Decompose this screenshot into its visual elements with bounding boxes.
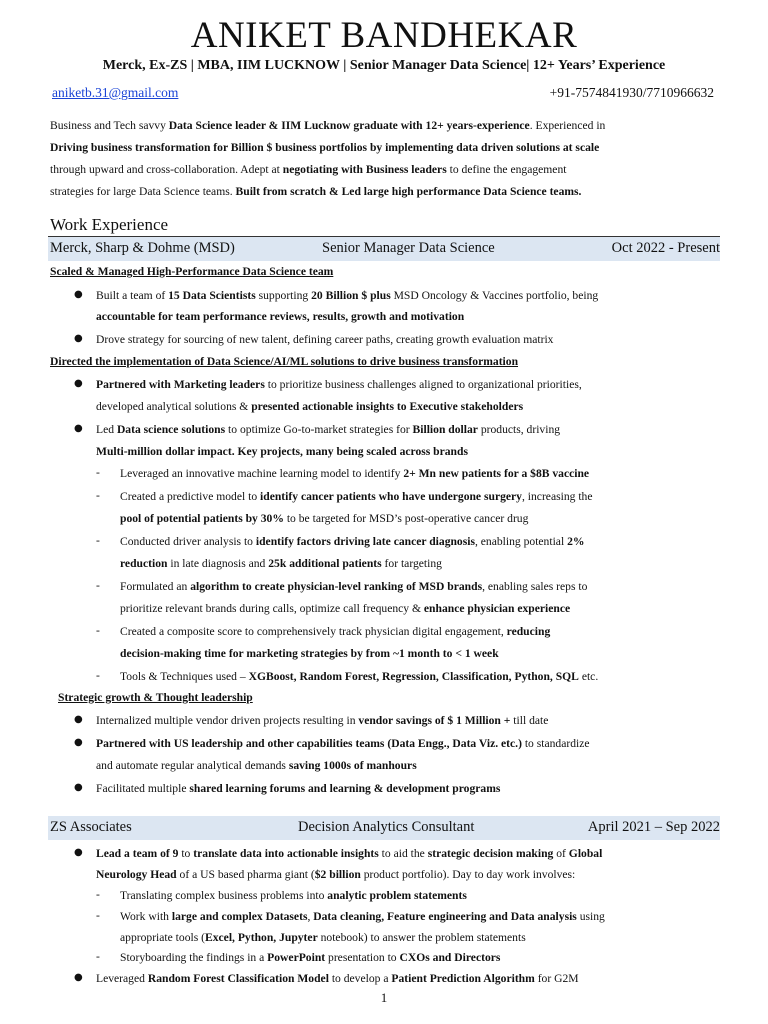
bold-text: vendor savings of $ 1 Million + [358,714,511,727]
job-dates: Oct 2022 - Present [611,240,720,256]
dash-icon: - [96,534,100,547]
bullet-icon: ● [74,714,83,725]
sub-bullet-line [120,624,550,640]
sub-bullet-line [120,646,499,662]
summary-text: . Experienced in [529,119,606,132]
bullet-icon: ● [74,423,83,434]
dash-icon: - [96,489,100,502]
text-run: of [553,847,569,860]
text-run: , enabling potential [474,535,568,548]
bullet-icon: ● [74,782,83,793]
text-run: Translating complex business problems into [120,889,328,902]
bullet-line [96,846,602,862]
bullet-line [96,377,582,393]
subheading: Scaled & Managed High-Performance Data Science team [50,265,334,278]
text-run: to develop a [328,972,392,985]
bold-text: accountable for team performance reviews, results, growth and motivation [96,310,465,323]
summary-bold: Driving business transformation for Billion $ business portfolios by implementing data driven solutions at scale [50,141,600,154]
sub-bullet-line [120,669,598,685]
bold-text: analytic problem statements [327,889,467,902]
job-header-zs [48,816,720,840]
text-run: Leveraged [96,972,148,985]
text-run: for G2M [534,972,579,985]
text-run: supporting [255,289,312,302]
text-run: Created a predictive model to [120,490,261,503]
bullet-line [96,781,500,797]
bold-text: Data cleaning, Feature engineering and Data analysis [313,910,577,923]
sub-bullet-line [120,511,528,527]
bold-text: algorithm to create physician-level ranking of MSD brands [190,580,483,593]
bold-text: Excel, Python, Jupyter [205,931,318,944]
text-run: prioritize relevant brands during calls, optimize call frequency & [120,602,424,615]
bullet-icon: ● [74,333,83,344]
bold-text: saving 1000s of manhours [288,759,417,772]
summary-text: through upward and cross-collaboration. Adept at [50,163,283,176]
summary-text: Business and Tech savvy [50,119,169,132]
company-name: Merck, Sharp & Dohme (MSD) [50,240,235,256]
bullet-line [96,288,598,304]
text-run: Formulated an [120,580,191,593]
bold-text: 15 Data Scientists [168,289,256,302]
text-run: to be targeted for MSD’s post-operative cancer drug [283,512,529,525]
text-run: till date [510,714,549,727]
email-link[interactable]: aniketb.31@gmail.com [52,85,179,100]
text-run: , enabling sales reps to [482,580,588,593]
bullet-line [96,736,590,752]
bold-text: identify cancer patients who have undergone surgery [260,490,522,503]
sub-bullet-line [120,534,584,550]
bold-text: Neurology Head [96,868,177,881]
phone-number: +91-7574841930/7710966632 [549,85,714,100]
bullet-icon: ● [74,289,83,300]
company-name: ZS Associates [50,819,132,835]
text-run: , [307,910,314,923]
text-run: products, driving [477,423,561,436]
subheading: Strategic growth & Thought leadership [58,691,253,704]
bullet-line [96,713,548,729]
text-run: , increasing the [521,490,593,503]
bullet-line [96,399,523,415]
sub-bullet-line [120,950,500,966]
dash-icon: - [96,624,100,637]
bold-text: Global [568,847,603,860]
text-run: to prioritize business challenges aligned to organizational priorities, [264,378,582,391]
sub-bullet-line [120,601,570,617]
dash-icon: - [96,669,100,682]
bullet-line [96,309,464,325]
dash-icon: - [96,909,100,922]
text-run: for targeting [381,557,442,570]
text-run: to standardize [521,737,590,750]
bullet-line [96,758,417,774]
text-run: product portfolio). Day to day work involves: [360,868,576,881]
bold-text: PowerPoint [267,951,326,964]
bold-text: Billion dollar [412,423,478,436]
text-run: using [576,910,605,923]
text-run: Tools & Techniques used – [120,670,249,683]
section-title-work-experience: Work Experience [50,215,169,234]
bold-text: large and complex Datasets [171,910,308,923]
bullet-line [96,422,560,438]
bold-text: identify factors driving late cancer diagnosis [255,535,475,548]
text-run: developed analytical solutions & [96,400,252,413]
bold-text: CXOs and Directors [399,951,501,964]
bold-text: decision-making time for marketing strategies by from ~1 month to < 1 week [120,647,499,660]
bullet-icon: ● [74,737,83,748]
job-role: Senior Manager Data Science [322,240,495,256]
sub-bullet-line [120,556,442,572]
bold-text: enhance physician experience [423,602,571,615]
text-run: Work with [120,910,172,923]
bold-text: translate data into actionable insights [193,847,379,860]
job-dates: April 2021 – Sep 2022 [587,819,720,835]
sub-bullet-line [120,930,526,946]
sub-bullet-line [120,466,589,482]
bold-text: 25k additional patients [268,557,382,570]
bold-text: Lead a team of 9 [96,847,179,860]
text-run: in late diagnosis and [167,557,269,570]
summary-bold: Data Science leader & IIM Lucknow graduate with 12+ years-experience [168,119,530,132]
bold-text: Random Forest Classification Model [147,972,329,985]
sub-bullet-line [120,909,605,925]
bullet-icon: ● [74,378,83,389]
bold-text: XGBoost, Random Forest, Regression, Classification, Python, SQL [248,670,579,683]
text-run: Conducted driver analysis to [120,535,256,548]
text-run: Leveraged an innovative machine learning model to identify [120,467,404,480]
tagline: Merck, Ex-ZS | MBA, IIM LUCKNOW | Senior Manager Data Science| 12+ Years’ Experience [102,58,666,73]
sub-bullet-line [120,579,587,595]
text-run: MSD Oncology & Vaccines portfolio, being [390,289,599,302]
job-role: Decision Analytics Consultant [298,819,475,835]
bullet-line [96,444,468,460]
text-run: appropriate tools ( [120,931,205,944]
summary-text: to define the engagement [446,163,567,176]
text-run: Created a composite score to comprehensively track physician digital engagement, [120,625,507,638]
text-run: and automate regular analytical demands [96,759,289,772]
summary-text: strategies for large Data Science teams. [50,185,236,198]
bullet-line [96,867,575,883]
page-number: 1 [380,990,388,1005]
bold-text: strategic decision making [427,847,554,860]
candidate-name: ANIKET BANDHEKAR [190,15,578,56]
text-run: etc. [578,670,599,683]
text-run: Internalized multiple vendor driven projects resulting in [96,714,359,727]
text-run: to optimize Go-to-market strategies for [225,423,413,436]
bullet-line [96,971,579,987]
bold-text: Patient Prediction Algorithm [391,972,535,985]
bold-text: presented actionable insights to Executive stakeholders [251,400,524,413]
professional-summary [50,115,722,203]
bold-text: shared learning forums and learning & development programs [189,782,501,795]
text-run: Built a team of [96,289,169,302]
bullet-icon: ● [74,847,83,858]
text-run: notebook) to answer the problem statements [317,931,526,944]
bold-text: 2+ Mn new patients for a $8B vaccine [403,467,590,480]
bold-text: $2 billion [314,868,361,881]
bold-text: reduction [120,557,168,570]
bullet-line: Drove strategy for sourcing of new talent, defining career paths, creating growth evaluation matrix [96,333,554,346]
dash-icon: - [96,466,100,479]
bullet-icon: ● [74,972,83,983]
bold-text: reducing [506,625,551,638]
bold-text: Partnered with US leadership and other capabilities teams (Data Engg., Data Viz. etc.) [96,737,522,750]
summary-bold: Built from scratch & Led large high performance Data Science teams. [235,185,582,198]
text-run: Storyboarding the findings in a [120,951,268,964]
subheading: Directed the implementation of Data Science/AI/ML solutions to drive business transformation [50,355,519,368]
sub-bullet-line [120,489,593,505]
dash-icon: - [96,888,100,901]
bold-text: Partnered with Marketing leaders [96,378,265,391]
sub-bullet-line [120,888,467,904]
bold-text: pool of potential patients by 30% [120,512,284,525]
bold-text: 2% [567,535,585,548]
job-header-msd [48,236,720,261]
contact-row [52,85,714,101]
text-run: Facilitated multiple [96,782,190,795]
dash-icon: - [96,579,100,592]
text-run: to aid the [378,847,428,860]
summary-bold: negotiating with Business leaders [282,163,447,176]
bold-text: Data science solutions [116,423,226,436]
bold-text: 20 Billion $ plus [311,289,391,302]
text-run: Led [96,423,117,436]
dash-icon: - [96,950,100,963]
text-run: to [178,847,194,860]
text-run: presentation to [325,951,400,964]
bold-text: Multi-million dollar impact. Key projects, many being scaled across brands [96,445,468,458]
text-run: of a US based pharma giant ( [176,868,315,881]
